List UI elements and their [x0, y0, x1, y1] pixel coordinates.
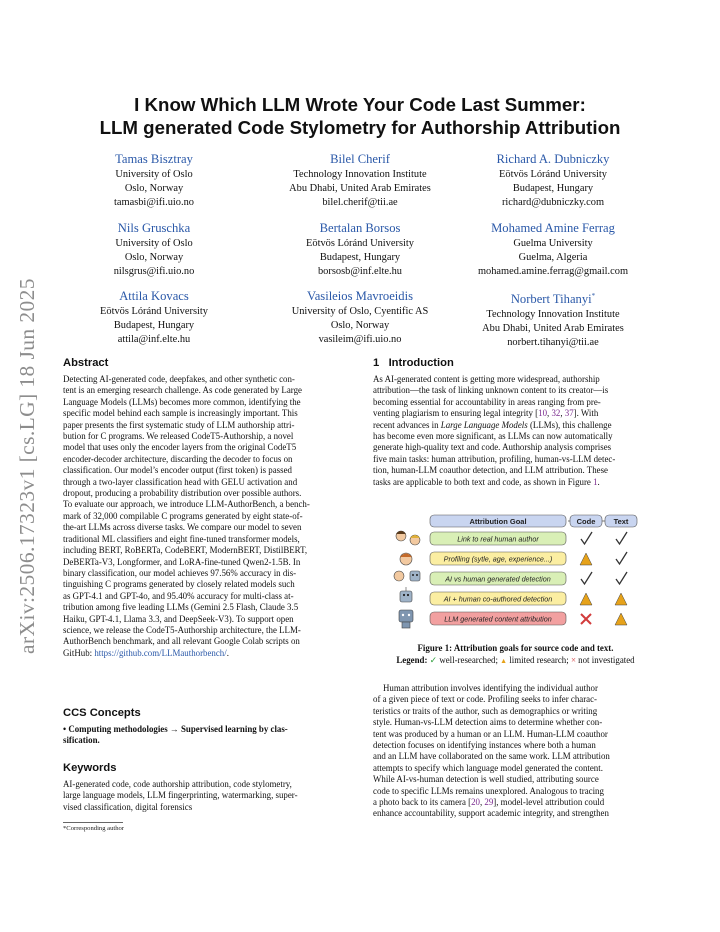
- intro-line: While AI-vs-human detection is well studied, attributing source: [373, 774, 599, 785]
- header-goal: Attribution Goal: [469, 517, 527, 526]
- intro-text: venting plagiarism to ensuring legal integrity [: [373, 408, 539, 419]
- intro-line: detection focuses on identifying instances where both a human: [373, 740, 596, 751]
- author-block: [260, 152, 460, 210]
- goal-row-label: Link to real human author: [457, 534, 539, 544]
- warning-triangle-icon: [580, 553, 592, 565]
- author-block: [453, 221, 653, 279]
- figure-caption: [373, 643, 658, 667]
- author-affiliation: Eötvös Lóránd University: [306, 238, 414, 249]
- author-email: bilel.cherif@tii.ae: [322, 197, 398, 208]
- abstract-line: tent is an emerging research challenge. As code generated by Large: [63, 385, 302, 396]
- citation-link[interactable]: 32: [551, 408, 561, 419]
- profile-person-icon: [400, 553, 412, 565]
- intro-text: tasks are applicable to both text and code, as shown in Figure: [373, 476, 594, 487]
- author-email: tamasbi@ifi.uio.no: [114, 197, 194, 208]
- keywords-heading: Keywords: [63, 762, 117, 774]
- author-location: Oslo, Norway: [124, 183, 184, 194]
- warning-triangle-icon: [615, 613, 627, 625]
- author-block: [260, 221, 460, 279]
- citation-link[interactable]: 20: [471, 797, 480, 808]
- intro-line: [373, 420, 658, 431]
- intro-text: (LLMs), this challenge: [527, 419, 612, 430]
- author-email: borsosb@inf.elte.hu: [317, 266, 403, 277]
- check-icon: [616, 552, 627, 564]
- intro-line: has become even more significant, as LLMs can now automatically: [373, 431, 613, 442]
- abstract-line: mark of 32,000 compilable C programs generated by eight state-of-: [63, 510, 303, 521]
- author-affiliation: Guelma University: [513, 238, 593, 249]
- intro-text: a photo back to its camera [: [373, 797, 472, 808]
- author-location: Budapest, Hungary: [512, 183, 594, 194]
- author-email: vasileim@ifi.uio.no: [318, 334, 402, 345]
- robot-human-coauthor-icon: [400, 587, 412, 602]
- check-icon: ✓: [429, 654, 438, 665]
- author-name: Attila Kovacs: [119, 289, 189, 303]
- author-email: norbert.tihanyi@tii.ae: [507, 337, 599, 349]
- caption-text: Attribution goals for source code and text.: [453, 643, 614, 653]
- abstract-body: [63, 374, 348, 648]
- author-block: [54, 221, 254, 279]
- arxiv-stamp-text: arXiv:2506.17323v1 [cs.LG] 18 Jun 2025: [15, 278, 39, 654]
- author-email: attila@inf.elte.hu: [117, 334, 191, 345]
- author-name: Tamas Bisztray: [115, 152, 193, 166]
- warning-triangle-icon: [580, 593, 592, 605]
- intro-line: teristics or traits of the author, such as demographics or writing: [373, 705, 598, 716]
- footnote-rule: [63, 822, 123, 823]
- intro-line: becoming essential for accountability in areas ranging from pre-: [373, 396, 601, 407]
- intro-text: ]. With: [573, 408, 599, 419]
- legend-label: Legend:: [396, 654, 428, 665]
- ccs-line-1: • Computing methodologies → Supervised learning by clas-: [63, 724, 288, 734]
- author-location: Abu Dhabi, United Arab Emirates: [482, 323, 624, 335]
- author-email: mohamed.amine.ferrag@gmail.com: [477, 266, 629, 277]
- abstract-line: the-art LLMs across diverse tasks. We compare our model to seven: [63, 522, 302, 533]
- author-name: Bilel Cherif: [330, 152, 390, 166]
- keywords-line: AI-generated code, code authorship attribution, code stylometry,: [63, 779, 292, 789]
- author-email: richard@dubniczky.com: [501, 197, 605, 208]
- intro-heading: [373, 356, 658, 370]
- author-affiliation: Technology Innovation Institute: [293, 169, 427, 180]
- abstract-line: specific model behind each sample is increasingly important. This: [63, 408, 298, 419]
- abstract-line: dropout, producing a probability distribution over possible authors.: [63, 488, 302, 499]
- author-affiliation: University of Oslo: [115, 169, 193, 180]
- intro-italic: Large Language Models: [440, 419, 528, 430]
- person-icons: [394, 531, 420, 628]
- author-name: Richard A. Dubniczky: [496, 152, 610, 166]
- author-name: Mohamed Amine Ferrag: [491, 221, 615, 235]
- intro-heading-number: 1: [373, 357, 380, 369]
- abstract-line: encoder-decoder architecture, discarding the decoder to focus on: [63, 453, 293, 464]
- intro-line: of a given piece of text or code. Profiling seeks to infer charac-: [373, 694, 598, 705]
- goal-row-label: Profiling (sytle, age, experience...): [443, 554, 553, 564]
- author-block: [54, 152, 254, 210]
- intro-line: generate high-quality text and code. Authorship analysis comprises: [373, 442, 612, 453]
- paper-title: [60, 93, 660, 139]
- intro-line: five main tasks: human attribution, profiling, human-vs-LLM detec-: [373, 453, 616, 464]
- author-location: Guelma, Algeria: [518, 252, 588, 263]
- caption-line: [373, 643, 658, 655]
- intro-line: and an LLM have collaborated on the same work. LLM attribution: [373, 751, 610, 762]
- author-block: [453, 289, 653, 350]
- human-vs-robot-icon: [394, 571, 420, 581]
- intro-line: style. Human-vs-LLM detection aims to determine whether con-: [373, 717, 603, 728]
- abstract-github-prefix: GitHub:: [63, 647, 95, 658]
- title-line-1: I Know Which LLM Wrote Your Code Last Summer:: [134, 94, 586, 115]
- intro-line: tent was produced by a human or an LLM. Human-LLM coauthor: [373, 728, 608, 739]
- author-block: [453, 152, 653, 210]
- github-link[interactable]: https://github.com/LLMauthorbench/: [94, 647, 227, 658]
- author-name: Nils Gruschka: [117, 221, 191, 235]
- footnote: *Corresponding author: [63, 825, 124, 832]
- ccs-section: [63, 706, 348, 747]
- citation-link[interactable]: 10: [538, 408, 548, 419]
- author-name: [453, 289, 653, 307]
- author-affiliation: Eötvös Lóránd University: [100, 306, 208, 317]
- intro-text: ], model-level attribution could: [493, 797, 605, 808]
- warning-triangle-icon: [615, 593, 627, 605]
- author-affiliation: University of Oslo: [115, 238, 193, 249]
- intro-line: As AI-generated content is getting more widespread, authorship: [373, 374, 600, 384]
- check-icon: [581, 572, 592, 584]
- author-location: Budapest, Hungary: [113, 320, 195, 331]
- intro-heading-text: Introduction: [388, 357, 454, 369]
- figure-rows: [430, 532, 627, 625]
- cross-icon: ×: [570, 654, 576, 665]
- figure-attribution-goals: [388, 514, 642, 636]
- abstract-line: model that uses only the encoder layers from the original CodeT5: [63, 442, 297, 453]
- keywords-section: [63, 761, 348, 813]
- ccs-heading: CCS Concepts: [63, 707, 141, 719]
- intro-line: venting plagiarism to ensuring legal integrity [10, 32, 37]. With: [373, 408, 599, 419]
- intro-line: attempts to specify which language model generated the content.: [373, 762, 603, 773]
- author-affiliation: Technology Innovation Institute: [486, 309, 620, 321]
- check-icon: [616, 572, 627, 584]
- check-icon: [581, 532, 592, 544]
- author-location: Oslo, Norway: [124, 252, 184, 263]
- header-code: Code: [576, 517, 596, 526]
- header-text: Text: [613, 517, 629, 526]
- intro-line: Human attribution involves identifying the individual author: [383, 683, 598, 693]
- author-email: nilsgrus@ifi.uio.no: [113, 266, 195, 277]
- title-line-2: LLM generated Code Stylometry for Authorship Attribution: [99, 117, 621, 138]
- abstract-line: classification. Our model’s encoder output (first token) is passed: [63, 465, 292, 476]
- author-name: Bertalan Borsos: [319, 221, 401, 235]
- author-block: [260, 289, 460, 347]
- author-affiliation: University of Oslo, Cyentific AS: [291, 306, 429, 317]
- abstract-line: Detecting AI-generated code, deepfakes, and other synthetic con-: [63, 374, 295, 384]
- abstract-line: To evaluate our approach, we introduce LLM-AuthorBench, a bench-: [63, 499, 310, 510]
- intro-line: attribution—the task of linking unknown content to its creator—is: [373, 385, 609, 396]
- author-name: Vasileios Mavroeidis: [307, 289, 413, 303]
- intro-text: recent advances in: [373, 419, 441, 430]
- intro-line: code to specific LLMs remains unexplored. Analogous to tracing: [373, 785, 604, 796]
- legend-check-text: well-researched;: [439, 654, 498, 665]
- abstract-line: tinguishing C programs generated by closely related models such: [63, 579, 295, 590]
- intro-line: a photo back to its camera [20, 29], model-level attribution could: [373, 797, 605, 808]
- abstract-line: Haiku, GPT-4.1, Llama 3.3, and DeepSeek-V3). To support open: [63, 613, 294, 624]
- figure-ref-link[interactable]: 1: [593, 476, 598, 487]
- author-block: [54, 289, 254, 347]
- abstract-line: traditional ML classifiers and eight fine-tuned transformer models,: [63, 533, 300, 544]
- warning-triangle-icon: ▲: [500, 656, 508, 665]
- keywords-line: large language models, LLM fingerprinting, watermarking, super-: [63, 790, 298, 801]
- intro-line: enhance accountability, support academic integrity, and strengthen: [373, 808, 609, 819]
- intro-paragraph-2: [373, 683, 658, 820]
- check-icon: [616, 532, 627, 544]
- keywords-line: vised classification, digital forensics: [63, 801, 193, 812]
- abstract-line: binary classification, our model achieves 97.56% accuracy in dis-: [63, 567, 297, 578]
- abstract-line: bution for C programs. We released CodeT5-Authorship, a novel: [63, 431, 294, 442]
- legend-cross-text: not investigated: [578, 654, 635, 665]
- arxiv-stamp: [14, 262, 40, 670]
- abstract-line: as GPT-4.1 and GPT-4o, and 95.40% accuracy for multi-class at-: [63, 590, 294, 601]
- abstract-heading: Abstract: [63, 357, 109, 369]
- abstract-period: .: [226, 647, 229, 658]
- abstract-line: paper presents the first systematic study of LLM authorship attri-: [63, 419, 295, 430]
- human-author-icon: [396, 531, 420, 545]
- author-location: Budapest, Hungary: [319, 252, 401, 263]
- citation-link[interactable]: 29: [484, 797, 494, 808]
- corresponding-mark: *: [591, 292, 596, 300]
- robot-icon: [399, 610, 413, 628]
- goal-row-label: AI + human co-authored detection: [443, 594, 553, 604]
- legend-line: [373, 655, 658, 668]
- caption-label: Figure 1:: [417, 643, 453, 653]
- abstract-line: DeBERTa-V3, Longformer, and LoRA-fine-tuned Qwen2-1.5B. In: [63, 556, 301, 567]
- author-name-text: Norbert Tihanyi: [510, 292, 592, 307]
- author-location: Abu Dhabi, United Arab Emirates: [289, 183, 431, 194]
- citation-link[interactable]: 37: [564, 408, 574, 419]
- intro-line: tasks are applicable to both text and code, as shown in Figure 1.: [373, 476, 600, 487]
- author-location: Oslo, Norway: [330, 320, 390, 331]
- abstract-line: through a two-layer classification head with GELU activation and: [63, 476, 298, 487]
- goal-row-label: AI vs human generated detection: [445, 574, 551, 584]
- abstract-line: AuthorBench benchmark, and all relevant Google Colab scripts on: [63, 636, 300, 647]
- abstract-line: science, we release the CodeT5-Authorship architecture, the LLM-: [63, 624, 301, 635]
- cross-icon: [581, 614, 591, 624]
- author-affiliation: Eötvös Lóránd University: [499, 169, 607, 180]
- intro-section: [373, 356, 658, 488]
- goal-row-label: LLM generated content attribution: [444, 614, 552, 624]
- abstract-line: including BERT, RoBERTa, CodeBERT, ModernBERT, DistilBERT,: [63, 545, 308, 556]
- abstract-line: tribution among five leading LLMs (Gemini 2.5 Flash, Claude 3.5: [63, 602, 299, 613]
- intro-line: tion, human-LLM coauthor detection, and LLM attribution. These: [373, 465, 608, 476]
- legend-warn-text: limited research;: [509, 654, 569, 665]
- abstract-line: Language Models (LLMs) becomes more common, identifying the: [63, 396, 301, 407]
- abstract-last-line: [63, 648, 348, 659]
- ccs-line-2: sification.: [63, 735, 100, 746]
- abstract-section: [63, 356, 348, 659]
